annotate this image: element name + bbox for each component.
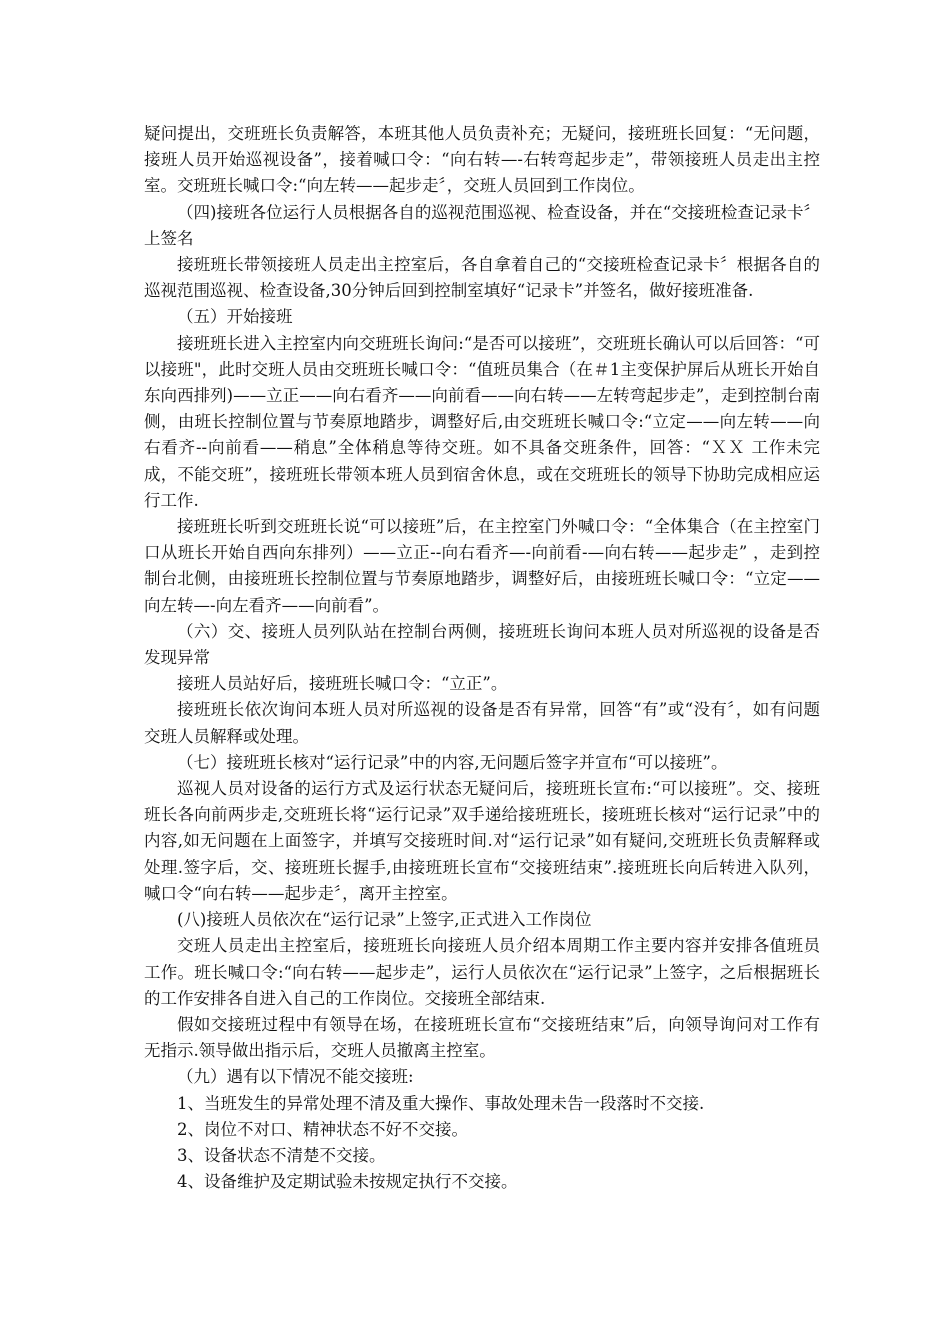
- list-item-1: 1、当班发生的异常处理不清及重大操作、事故处理未告一段落时不交接.: [177, 1093, 705, 1113]
- section-heading-9: （九）遇有以下情况不能交接班:: [177, 1067, 414, 1087]
- section-heading-5: （五）开始接班: [177, 307, 293, 327]
- list-item-3: 3、设备状态不清楚不交接。: [177, 1145, 386, 1165]
- list-item-2: 2、岗位不对口、精神状态不好不交接。: [177, 1119, 468, 1139]
- paragraph-5: 接班班长进入主控室内向交班班长询问:“是否可以接班”，交班班长确认可以后回答：“可以接班"，此时交班人员由交班班长喊口令：“值班员集合（在＃1主变保护屏后从班长开始自东向西排列)——立正——向右看齐——向前看——向右转——左转弯起步走”，走到控制台南侧，由班长控制位置与节奏原地踏步，调整好后,由交班班长喊口令:“立定——向左转——向右看齐--向前看——稍息”全体稍息等待交班。如不具备交班条件，回答：“ＸＸ 工作未完成，不能交班”，接班班长带领本班人员到宿舍休息，或在交班班长的领导下协助完成相应运行工作.: [144, 333, 820, 510]
- list-item-4: 4、设备维护及定期试验未按规定执行不交接。: [177, 1172, 518, 1192]
- paragraph-13: 交班人员走出主控室后，接班班长向接班人员介绍本周期工作主要内容并安排各值班员工作。班长喊口令:“向右转——起步走”，运行人员依次在“运行记录”上签字，之后根据班长的工作安排各自进入自己的工作岗位。交接班全部结束.: [144, 936, 820, 1008]
- paragraph-1: 疑问提出，交班班长负责解答，本班其他人员负责补充；无疑问，接班班长回复：“无问题，接班人员开始巡视设备”，接着喊口令：“向右转—-右转弯起步走”，带领接班人员走出主控室。交班班长喊口令:“向左转——起步走〞，交班人员回到工作岗位。: [144, 124, 820, 196]
- paragraph-6: 接班班长听到交班班长说“可以接班”后，在主控室门外喊口令：“全体集合（在主控室门口从班长开始自西向东排列）——立正--向右看齐—-向前看-—向右转——起步走” ，走到控制台北侧，由接班班长控制位置与节奏原地踏步，调整好后，由接班班长喊口令：“立定——向左转—-向左看齐——向前看”。: [144, 517, 820, 615]
- section-heading-4: （四)接班各位运行人员根据各自的巡视范围巡视、检查设备，并在“交接班检查记录卡〞上签名: [144, 202, 820, 248]
- section-heading-7: （七）接班班长核对“运行记录”中的内容,无问题后签字并宣布“可以接班”。: [177, 752, 728, 772]
- section-heading-8: (八)接班人员依次在“运行记录”上签字,正式进入工作岗位: [177, 910, 592, 930]
- section-heading-6: （六）交、接班人员列队站在控制台两侧，接班班长询问本班人员对所巡视的设备是否发现异常: [144, 621, 820, 668]
- paragraph-8: 接班人员站好后，接班班长喊口令：“立正”。: [177, 674, 508, 694]
- paragraph-11: 巡视人员对设备的运行方式及运行状态无疑问后，接班班长宣布:“可以接班”。交、接班班长各向前两步走,交班班长将“运行记录”双手递给接班班长，接班班长核对“运行记录”中的内容,如无问题在上面签字，并填写交接班时间.对“运行记录”如有疑问,交班班长负责解释或处理.签字后，交、接班班长握手,由接班班长宣布“交接班结束”.接班班长向后转进入队列，喊口令“向右转——起步走〞，离开主控室。: [144, 779, 820, 903]
- paragraph-14: 假如交接班过程中有领导在场，在接班班长宣布“交接班结束”后，向领导询问对工作有无指示.领导做出指示后，交班人员撤离主控室。: [144, 1014, 820, 1061]
- document-body: [144, 121, 820, 1195]
- paragraph-9: 接班班长依次询问本班人员对所巡视的设备是否有异常，回答“有”或“没有〞，如有问题交班人员解释或处理。: [144, 700, 820, 746]
- paragraph-3: 接班班长带领接班人员走出主控室后，各自拿着自己的“交接班检查记录卡〞根据各自的巡视范围巡视、检查设备,30分钟后回到控制室填好“记录卡”并签名，做好接班准备.: [144, 255, 820, 301]
